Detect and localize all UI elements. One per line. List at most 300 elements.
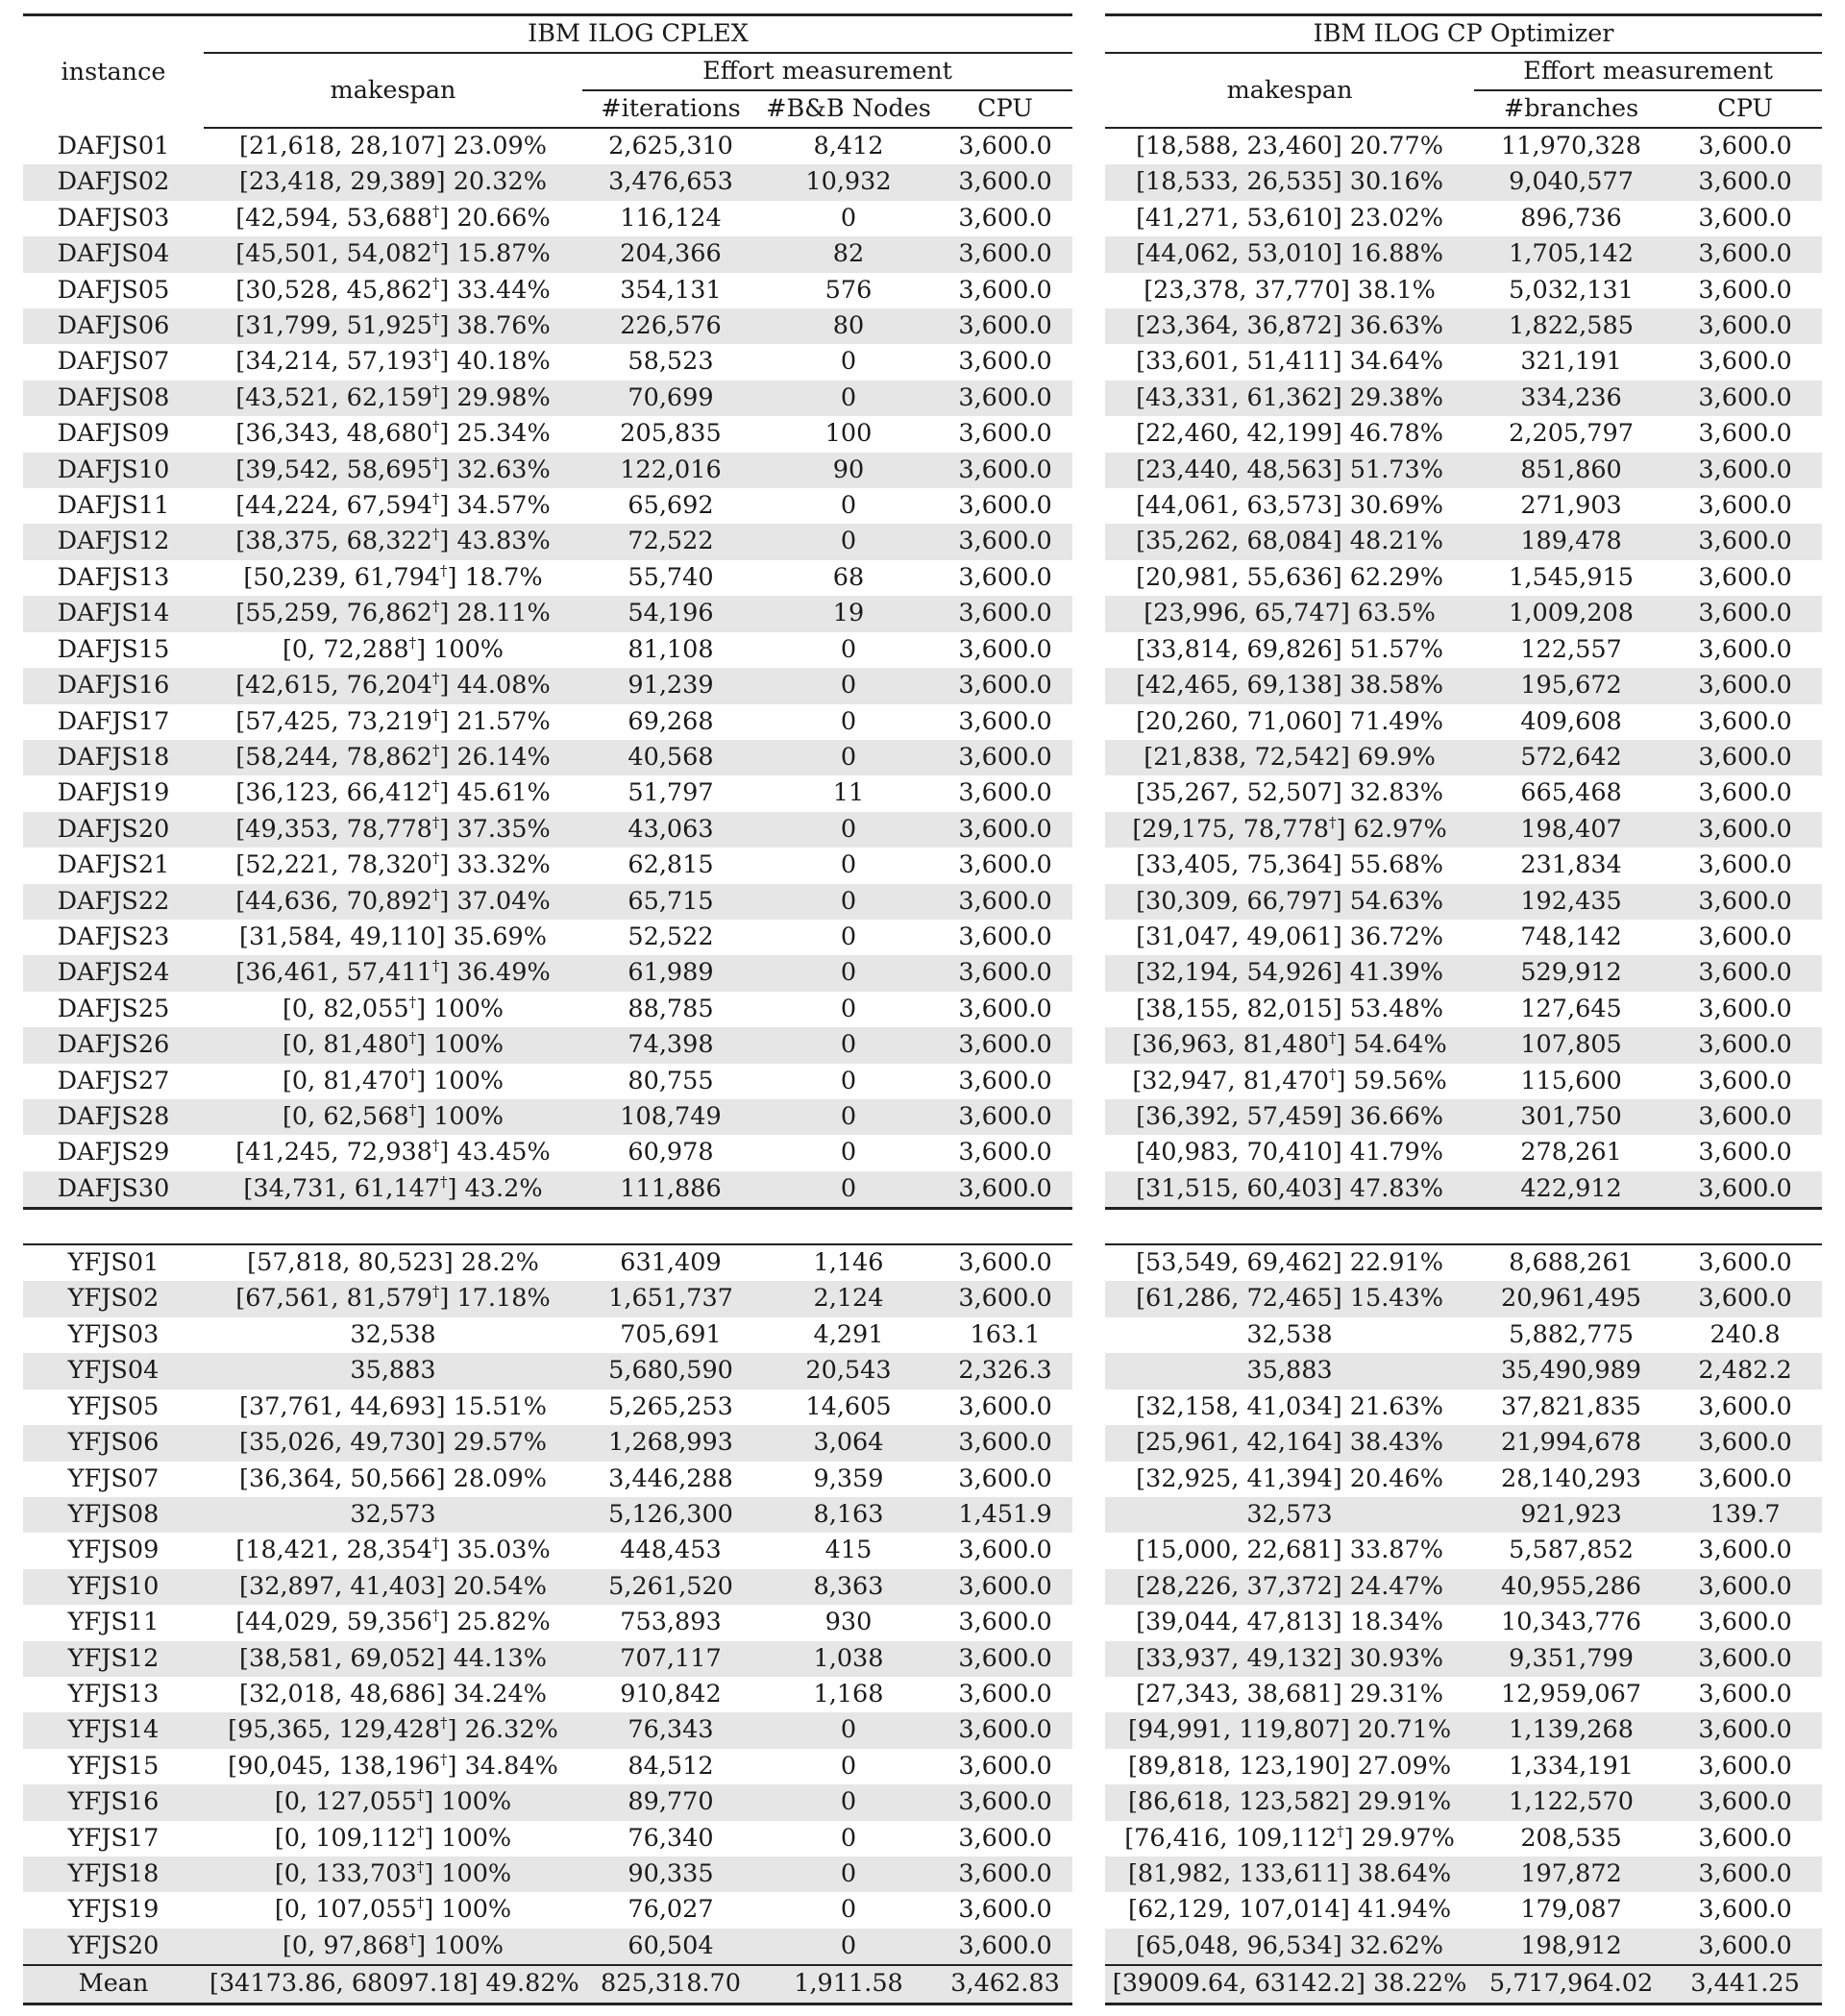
cpo-cpu-cell: 3,600.0	[1698, 1608, 1792, 1637]
cplex-cpu-cell: 3,600.0	[958, 419, 1052, 449]
table-row	[23, 1027, 1822, 1063]
cplex-cpu-cell: 3,600.0	[958, 1066, 1052, 1095]
branches-header: #branches	[1474, 90, 1668, 128]
instance-cell: DAFJS01	[57, 131, 170, 160]
cplex-cpu-cell: 3,600.0	[938, 812, 1072, 848]
branches-cell: 231,834	[1520, 850, 1622, 880]
iterations-cell: 60,978	[627, 1138, 714, 1168]
cplex-cpu-cell: 3,600.0	[938, 381, 1072, 416]
cpo-cpu-cell: 3,600.0	[1668, 740, 1822, 775]
iterations-cell: 705,691	[620, 1319, 722, 1349]
iterations-cell: 111,886	[582, 1171, 759, 1209]
bb-nodes-cell: 0	[759, 1712, 938, 1748]
branches-cell: 9,351,799	[1474, 1641, 1668, 1677]
branches-cell: 5,587,852	[1509, 1536, 1634, 1565]
cplex-makespan-cell: [23,418, 29,389] 20.32%	[204, 164, 582, 200]
bb-nodes-cell: 10,932	[759, 164, 938, 200]
cpo-effort-header: Effort measurement	[1474, 53, 1822, 90]
table-row	[23, 812, 1822, 848]
table-row	[23, 381, 1822, 416]
cpo-cpu-cell: 3,600.0	[1668, 812, 1822, 848]
cplex-makespan-cell: [50,239, 61,794†] 18.7%	[243, 561, 543, 592]
table-row	[23, 344, 1822, 380]
instance-cell: DAFJS24	[23, 955, 204, 991]
branches-cell: 5,717,964.02	[1474, 1965, 1668, 2004]
cplex-header: IBM ILOG CPLEX	[204, 15, 1072, 54]
cpo-makespan-cell: [76,416, 109,112†] 29.97%	[1124, 1822, 1455, 1853]
iterations-cell: 84,512	[627, 1751, 714, 1781]
cp-optimizer-header: IBM ILOG CP Optimizer	[1105, 15, 1822, 54]
cplex-makespan-cell: [0, 81,480†] 100%	[204, 1027, 582, 1063]
instance-cell: Mean	[23, 1965, 204, 2004]
instance-cell: YFJS09	[67, 1536, 160, 1565]
bb-nodes-cell: 0	[759, 1929, 938, 1965]
table-row	[23, 1281, 1822, 1316]
iterations-cell: 910,842	[620, 1679, 722, 1709]
cplex-makespan-cell: [45,501, 54,082†] 15.87%	[204, 236, 582, 272]
cplex-cpu-cell: 3,600.0	[938, 1281, 1072, 1316]
cpo-makespan-cell: [15,000, 22,681] 33.87%	[1136, 1536, 1443, 1565]
cplex-makespan-cell: 32,538	[350, 1319, 436, 1349]
iterations-cell: 753,893	[620, 1608, 722, 1637]
iterations-cell: 61,989	[582, 955, 759, 991]
table-header	[23, 15, 1822, 129]
bb-nodes-cell: 576	[824, 275, 873, 305]
cplex-cpu-cell: 3,600.0	[958, 1463, 1052, 1493]
bb-nodes-cell: 0	[759, 740, 938, 775]
cpo-cpu-cell: 3,600.0	[1698, 706, 1792, 736]
bb-nodes-cell: 20,543	[759, 1353, 938, 1389]
iterations-cell: 5,680,590	[582, 1353, 759, 1389]
cplex-cpu-cell: 3,600.0	[938, 1027, 1072, 1063]
iterations-cell: 72,522	[582, 524, 759, 559]
cpo-makespan-cell: [25,961, 42,164] 38.43%	[1105, 1425, 1474, 1461]
cplex-makespan-cell: [35,026, 49,730] 29.57%	[204, 1425, 582, 1461]
bb-nodes-cell: 90	[759, 453, 938, 488]
iterations-cell: 354,131	[620, 275, 722, 305]
cplex-cpu-cell: 3,600.0	[958, 922, 1052, 951]
instance-cell: YFJS12	[23, 1641, 204, 1677]
cpo-makespan-cell: [32,925, 41,394] 20.46%	[1136, 1463, 1443, 1493]
cpo-makespan-cell: [38,155, 82,015] 53.48%	[1136, 994, 1443, 1023]
cplex-cpu-cell: 3,600.0	[958, 1391, 1052, 1421]
table-row	[23, 201, 1822, 236]
table-row	[23, 236, 1822, 272]
cpo-cpu-cell: 3,600.0	[1668, 668, 1822, 703]
cpo-cpu-cell: 3,600.0	[1668, 1425, 1822, 1461]
branches-cell: 422,912	[1474, 1171, 1668, 1209]
bb-nodes-cell: 8,363	[759, 1569, 938, 1605]
cplex-cpu-cell: 3,600.0	[958, 562, 1052, 592]
cpo-makespan-cell: [23,440, 48,563] 51.73%	[1105, 453, 1474, 488]
cplex-cpu-cell: 3,600.0	[938, 1929, 1072, 1965]
cpo-makespan-cell: [94,991, 119,807] 20.71%	[1105, 1712, 1474, 1748]
cpo-cpu-cell: 3,600.0	[1698, 994, 1792, 1023]
cplex-makespan-cell: [31,584, 49,110] 35.69%	[239, 922, 547, 951]
cpo-makespan-cell: [89,818, 123,190] 27.09%	[1127, 1751, 1452, 1781]
cplex-makespan-cell: [95,365, 129,428†] 26.32%	[204, 1712, 582, 1748]
branches-cell: 115,600	[1520, 1066, 1622, 1095]
bb-nodes-cell: 1,911.58	[759, 1965, 938, 2004]
cpo-cpu-cell: 3,600.0	[1668, 236, 1822, 272]
iterations-cell: 5,265,253	[608, 1391, 733, 1421]
bb-nodes-cell: 0	[759, 524, 938, 559]
branches-cell: 107,805	[1474, 1027, 1668, 1063]
instance-cell: YFJS04	[23, 1353, 204, 1389]
cplex-cpu-cell: 3,600.0	[938, 524, 1072, 559]
branches-cell: 572,642	[1474, 740, 1668, 775]
branches-cell: 1,334,191	[1509, 1751, 1634, 1781]
branches-cell: 21,994,678	[1474, 1425, 1668, 1461]
cplex-makespan-cell: [0, 133,703†] 100%	[204, 1856, 582, 1892]
table-row	[23, 1677, 1822, 1712]
cpo-cpu-cell: 3,600.0	[1698, 1391, 1792, 1421]
instance-cell: YFJS07	[67, 1463, 160, 1493]
cpo-cpu-cell: 3,600.0	[1698, 419, 1792, 449]
cplex-makespan-cell: [38,581, 69,052] 44.13%	[204, 1641, 582, 1677]
cpo-makespan-cell: [22,460, 42,199] 46.78%	[1136, 419, 1443, 449]
cplex-makespan-cell: [44,224, 67,594†] 34.57%	[235, 490, 551, 521]
bb-nodes-cell: 0	[759, 381, 938, 416]
cpo-cpu-cell: 3,600.0	[1668, 1569, 1822, 1605]
cpo-cpu-cell: 3,600.0	[1698, 203, 1792, 233]
cpo-makespan-cell: [21,838, 72,542] 69.9%	[1105, 740, 1474, 775]
cplex-makespan-cell: [42,615, 76,204†] 44.08%	[204, 668, 582, 703]
table-row	[23, 1749, 1822, 1784]
bb-nodes-cell: 1,038	[759, 1641, 938, 1677]
bb-nodes-cell: 8,412	[813, 132, 884, 160]
instance-cell: DAFJS20	[23, 812, 204, 848]
branches-cell: 271,903	[1520, 491, 1622, 521]
bb-nodes-cell: 9,359	[813, 1463, 884, 1493]
table-row	[23, 596, 1822, 631]
cplex-cpu-cell: 3,600.0	[958, 1138, 1052, 1168]
instance-cell: DAFJS26	[23, 1027, 204, 1063]
branches-cell: 321,191	[1520, 347, 1622, 377]
cplex-cpu-cell: 3,600.0	[938, 1641, 1072, 1677]
branches-cell: 5,032,131	[1509, 275, 1634, 305]
cpo-cpu-header: CPU	[1668, 90, 1822, 128]
iterations-cell: 52,522	[627, 922, 714, 951]
cpo-cpu-cell: 3,600.0	[1698, 1066, 1792, 1095]
cplex-cpu-cell: 3,600.0	[958, 203, 1052, 233]
cplex-makespan-cell: [42,594, 53,688†] 20.66%	[235, 202, 551, 233]
bb-nodes-cell: 0	[840, 491, 857, 521]
bb-nodes-cell: 1,168	[813, 1679, 884, 1709]
cpo-cpu-cell: 139.7	[1668, 1497, 1822, 1533]
branches-cell: 189,478	[1474, 524, 1668, 559]
cplex-cpu-cell: 2,326.3	[938, 1353, 1072, 1389]
bb-nodes-cell: 3,064	[759, 1425, 938, 1461]
cplex-makespan-cell: [39,542, 58,695†] 32.63%	[204, 453, 582, 488]
iterations-cell: 54,196	[582, 596, 759, 631]
bb-nodes-cell: 0	[840, 634, 857, 664]
instance-cell: DAFJS05	[57, 275, 170, 305]
cplex-makespan-cell: [0, 127,055†] 100%	[204, 1784, 582, 1820]
table-row	[23, 1317, 1822, 1353]
cpo-cpu-cell: 3,600.0	[1668, 381, 1822, 416]
cpo-cpu-cell: 3,600.0	[1698, 634, 1792, 664]
bb-nodes-header: #B&B Nodes	[759, 90, 938, 128]
cpo-cpu-cell: 3,600.0	[1698, 275, 1792, 305]
cplex-cpu-cell: 3,462.83	[938, 1965, 1072, 2004]
bb-nodes-cell: 0	[840, 1751, 857, 1781]
cpo-cpu-cell: 3,600.0	[1668, 1784, 1822, 1820]
cplex-cpu-cell: 3,600.0	[958, 132, 1052, 160]
table-row	[23, 308, 1822, 344]
cpo-cpu-cell: 3,600.0	[1698, 1751, 1792, 1781]
cplex-cpu-cell: 3,600.0	[958, 994, 1052, 1023]
instance-cell: DAFJS15	[57, 634, 170, 664]
cplex-makespan-cell: [90,045, 138,196†] 34.84%	[228, 1750, 558, 1781]
cplex-makespan-cell: [18,421, 28,354†] 35.03%	[235, 1535, 551, 1565]
cpo-makespan-cell: [39009.64, 63142.2] 38.22%	[1105, 1965, 1474, 2004]
table-row	[23, 488, 1822, 524]
cpo-makespan-header: makespan	[1105, 53, 1474, 128]
table-row	[23, 1533, 1822, 1568]
branches-cell: 208,535	[1520, 1823, 1622, 1853]
instance-cell: YFJS17	[67, 1823, 160, 1853]
branches-cell: 192,435	[1474, 884, 1668, 920]
cpo-cpu-cell: 3,600.0	[1668, 1244, 1822, 1281]
instance-cell: DAFJS08	[23, 381, 204, 416]
cpo-cpu-cell: 3,441.25	[1668, 1965, 1822, 2004]
instance-cell: YFJS01	[23, 1244, 204, 1281]
bb-nodes-cell: 68	[832, 562, 865, 592]
iterations-cell: 60,504	[582, 1929, 759, 1965]
instance-cell: YFJS06	[23, 1425, 204, 1461]
cplex-makespan-cell: [34,214, 57,193†] 40.18%	[235, 346, 551, 377]
iterations-cell: 1,268,993	[582, 1425, 759, 1461]
bb-nodes-cell: 100	[824, 419, 873, 449]
iterations-cell: 90,335	[582, 1856, 759, 1892]
bb-nodes-cell: 4,291	[813, 1319, 884, 1349]
bb-nodes-cell: 0	[840, 922, 857, 951]
branches-cell: 1,139,268	[1474, 1712, 1668, 1748]
branches-cell: 35,490,989	[1474, 1353, 1668, 1389]
instance-cell: DAFJS29	[57, 1138, 170, 1168]
cplex-cpu-cell: 3,600.0	[938, 740, 1072, 775]
cplex-makespan-cell: [0, 62,568†] 100%	[204, 1099, 582, 1135]
cpo-cpu-cell: 3,600.0	[1698, 1679, 1792, 1709]
branches-cell: 5,882,775	[1509, 1319, 1634, 1349]
branches-cell: 334,236	[1474, 381, 1668, 416]
cplex-cpu-cell: 3,600.0	[958, 1679, 1052, 1709]
table-row	[23, 1389, 1822, 1425]
cplex-makespan-cell: [57,818, 80,523] 28.2%	[204, 1244, 582, 1281]
cplex-makespan-cell: [0, 82,055†] 100%	[282, 993, 504, 1023]
cpo-cpu-cell: 3,600.0	[1668, 1929, 1822, 1965]
table-row	[23, 1462, 1822, 1497]
cpo-makespan-cell: [35,262, 68,084] 48.21%	[1105, 524, 1474, 559]
cplex-makespan-cell: 35,883	[204, 1353, 582, 1389]
cplex-makespan-cell: [49,353, 78,778†] 37.35%	[204, 812, 582, 848]
table-row	[23, 992, 1822, 1027]
cpo-cpu-cell: 3,600.0	[1668, 524, 1822, 559]
cpo-cpu-cell: 3,600.0	[1668, 1171, 1822, 1209]
cplex-makespan-cell: 32,573	[204, 1497, 582, 1533]
instance-cell: YFJS08	[23, 1497, 204, 1533]
cpo-cpu-cell: 2,482.2	[1668, 1353, 1822, 1389]
cpo-makespan-cell: [20,260, 71,060] 71.49%	[1136, 706, 1443, 736]
cpo-cpu-cell: 3,600.0	[1668, 1027, 1822, 1063]
table-row	[23, 524, 1822, 559]
cpo-cpu-cell: 3,600.0	[1698, 1823, 1792, 1853]
cplex-cpu-cell: 3,600.0	[958, 706, 1052, 736]
branches-cell: 37,821,835	[1501, 1391, 1642, 1421]
instance-cell: DAFJS13	[57, 562, 170, 592]
instance-cell: YFJS10	[23, 1569, 204, 1605]
instance-cell: YFJS03	[67, 1319, 160, 1349]
iterations-cell: 226,576	[582, 308, 759, 344]
iterations-cell: 65,715	[582, 884, 759, 920]
iterations-cell: 448,453	[620, 1536, 722, 1565]
cpo-makespan-cell: [42,465, 69,138] 38.58%	[1105, 668, 1474, 703]
instance-cell: DAFJS04	[23, 236, 204, 272]
instance-header: instance	[23, 15, 204, 129]
results-table	[23, 13, 1822, 2005]
branches-cell: 409,608	[1520, 706, 1622, 736]
iterations-cell: 5,261,520	[582, 1569, 759, 1605]
table-row	[23, 1641, 1822, 1677]
cpo-makespan-cell: [86,618, 123,582] 29.91%	[1105, 1784, 1474, 1820]
instance-cell: DAFJS16	[23, 668, 204, 703]
bb-nodes-cell: 415	[824, 1536, 873, 1565]
table-row	[23, 1064, 1822, 1099]
cplex-cpu-cell: 3,600.0	[938, 1784, 1072, 1820]
iterations-cell: 62,815	[627, 850, 714, 880]
bb-nodes-cell: 930	[824, 1608, 873, 1637]
cpo-cpu-cell: 3,600.0	[1698, 1463, 1792, 1493]
cplex-cpu-cell: 3,600.0	[938, 1856, 1072, 1892]
iterations-header: #iterations	[582, 90, 759, 128]
table-row	[23, 1856, 1822, 1892]
bb-nodes-cell: 1,146	[759, 1244, 938, 1281]
branches-cell: 8,688,261	[1474, 1244, 1668, 1281]
iterations-cell: 65,692	[627, 491, 714, 521]
branches-cell: 2,205,797	[1509, 419, 1634, 449]
bb-nodes-cell: 0	[759, 955, 938, 991]
iterations-cell: 88,785	[627, 994, 714, 1023]
instance-cell: DAFJS21	[57, 850, 170, 880]
iterations-cell: 116,124	[620, 203, 722, 233]
cplex-cpu-cell: 3,600.0	[938, 884, 1072, 920]
bb-nodes-cell: 0	[759, 1856, 938, 1892]
iterations-cell: 205,835	[620, 419, 722, 449]
table-row	[23, 1569, 1822, 1605]
cpo-cpu-cell: 3,600.0	[1668, 955, 1822, 991]
cpo-makespan-cell: [32,158, 41,034] 21.63%	[1136, 1391, 1443, 1421]
cpo-cpu-cell: 3,600.0	[1698, 347, 1792, 377]
iterations-cell: 74,398	[582, 1027, 759, 1063]
cpo-makespan-cell: [33,937, 49,132] 30.93%	[1105, 1641, 1474, 1677]
iterations-cell: 89,770	[582, 1784, 759, 1820]
table-row	[23, 560, 1822, 596]
cplex-cpu-cell: 3,600.0	[938, 596, 1072, 631]
bb-nodes-cell: 0	[759, 668, 938, 703]
instance-cell: YFJS14	[23, 1712, 204, 1748]
bb-nodes-cell: 0	[759, 1099, 938, 1135]
table-row	[23, 1892, 1822, 1928]
branches-cell: 301,750	[1474, 1099, 1668, 1135]
cplex-cpu-cell: 3,600.0	[938, 1569, 1072, 1605]
branches-cell: 278,261	[1520, 1138, 1622, 1168]
cplex-makespan-cell: [41,245, 72,938†] 43.45%	[235, 1137, 551, 1168]
cplex-cpu-cell: 3,600.0	[938, 1171, 1072, 1209]
cpo-makespan-cell: [33,814, 69,826] 51.57%	[1136, 634, 1443, 664]
cplex-makespan-cell: [55,259, 76,862†] 28.11%	[204, 596, 582, 631]
branches-cell: 10,343,776	[1501, 1608, 1642, 1637]
table-body	[23, 128, 1822, 2004]
cpo-cpu-cell: 240.8	[1710, 1319, 1781, 1349]
cplex-makespan-cell: [44,636, 70,892†] 37.04%	[204, 884, 582, 920]
branches-cell: 198,912	[1474, 1929, 1668, 1965]
table-row	[23, 632, 1822, 668]
cplex-makespan-cell: [58,244, 78,862†] 26.14%	[204, 740, 582, 775]
cplex-effort-header: Effort measurement	[582, 53, 1072, 90]
cpo-makespan-cell: 32,573	[1105, 1497, 1474, 1533]
cpo-cpu-cell: 3,600.0	[1668, 1856, 1822, 1892]
instance-cell: DAFJS22	[23, 884, 204, 920]
branches-cell: 1,705,142	[1474, 236, 1668, 272]
table-row	[23, 1353, 1822, 1389]
cpo-makespan-cell: [40,983, 70,410] 41.79%	[1136, 1138, 1443, 1168]
table-row	[23, 128, 1822, 164]
bb-nodes-cell: 0	[759, 812, 938, 848]
bb-nodes-cell: 0	[840, 203, 857, 233]
cplex-cpu-cell: 3,600.0	[938, 164, 1072, 200]
instance-cell: YFJS05	[67, 1391, 160, 1421]
cpo-cpu-cell: 3,600.0	[1698, 491, 1792, 521]
cpo-cpu-cell: 3,600.0	[1668, 308, 1822, 344]
cpo-cpu-cell: 3,600.0	[1668, 164, 1822, 200]
instance-cell: DAFJS17	[57, 706, 170, 736]
cplex-cpu-cell: 3,600.0	[938, 308, 1072, 344]
cpo-makespan-cell: [43,331, 61,362] 29.38%	[1105, 381, 1474, 416]
cplex-makespan-cell: [32,018, 48,686] 34.24%	[239, 1679, 547, 1709]
instance-cell: DAFJS19	[57, 778, 170, 808]
cpo-makespan-cell: [33,405, 75,364] 55.68%	[1136, 850, 1443, 880]
branches-cell: 20,961,495	[1474, 1281, 1668, 1316]
table-row	[23, 848, 1822, 883]
instance-cell: DAFJS06	[23, 308, 204, 344]
iterations-cell: 3,446,288	[608, 1463, 733, 1493]
instance-cell: DAFJS18	[23, 740, 204, 775]
cplex-makespan-cell: [36,461, 57,411†] 36.49%	[204, 955, 582, 991]
cpo-cpu-cell: 3,600.0	[1668, 596, 1822, 631]
cplex-makespan-cell: [57,425, 73,219†] 21.57%	[235, 705, 551, 736]
branches-cell: 1,545,915	[1509, 562, 1634, 592]
table-row	[23, 1605, 1822, 1640]
bb-nodes-cell: 0	[759, 1784, 938, 1820]
cpo-cpu-cell: 3,600.0	[1668, 884, 1822, 920]
bb-nodes-cell: 2,124	[759, 1281, 938, 1316]
cpo-makespan-cell: [36,392, 57,459] 36.66%	[1105, 1099, 1474, 1135]
branches-cell: 12,959,067	[1501, 1679, 1642, 1709]
cplex-cpu-header: CPU	[938, 90, 1072, 128]
iterations-cell: 43,063	[582, 812, 759, 848]
cplex-cpu-cell: 3,600.0	[938, 955, 1072, 991]
table-row	[23, 164, 1822, 200]
bb-nodes-cell: 8,163	[759, 1497, 938, 1533]
cplex-cpu-cell: 3,600.0	[938, 236, 1072, 272]
table-row	[23, 955, 1822, 991]
iterations-cell: 40,568	[582, 740, 759, 775]
cpo-cpu-cell: 3,600.0	[1668, 1099, 1822, 1135]
cplex-cpu-cell: 3,600.0	[958, 850, 1052, 880]
iterations-cell: 80,755	[627, 1066, 714, 1095]
bb-nodes-cell: 0	[840, 347, 857, 377]
